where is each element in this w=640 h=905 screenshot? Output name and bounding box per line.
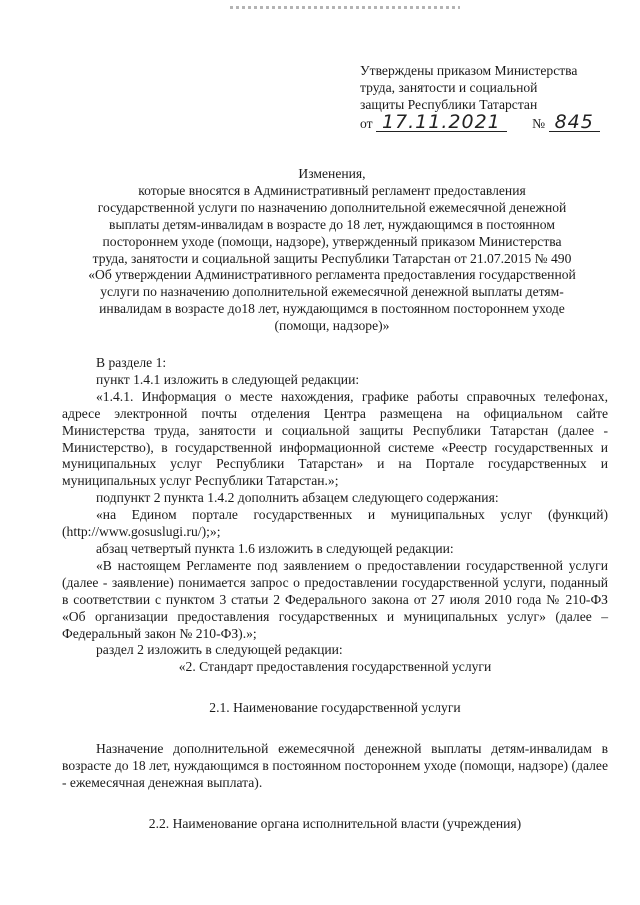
- title-line: государственной услуги по назначению дополнительной ежемесячной денежной: [97, 199, 567, 215]
- title-line: постороннем уходе (помощи, надзоре), утвержденный приказом Министерства: [102, 233, 562, 249]
- subsection-2-1-title: 2.1. Наименование государственной услуги: [209, 700, 461, 716]
- section-2-title: «2. Стандарт предоставления государственной услуги: [178, 659, 492, 675]
- approval-line-2: труда, занятости и социальной: [360, 80, 538, 95]
- paragraph: «В настоящем Регламенте под заявлением о предоставлении государственной услуги (далее - заявление) понимается запрос о предоставлении государственной услуги, поданный в соответствии с пунктом 3 статьи 2 Федерального закона от 27 июля 2010 года № 210-ФЗ «Об организации предоставления государственных и муниципальных услуг» (далее – Федеральный закон № 210-ФЗ).»;: [62, 557, 608, 641]
- subsection-2-1-text: Назначение дополнительной ежемесячной денежной выплаты детям-инвалидам в возрасте до 18 лет, нуждающимся в постоянном постороннем уходе (помощи, надзоре) (далее - ежемесячная денежная выплата).: [62, 741, 608, 790]
- title-line: труда, занятости и социальной защиты Республики Татарстан от 21.07.2015 № 490: [92, 250, 572, 266]
- section-intro: В разделе 1:: [96, 355, 167, 370]
- scan-artifact: [230, 6, 460, 9]
- paragraph: раздел 2 изложить в следующей редакции:: [96, 642, 343, 658]
- paragraph: абзац четвертый пункта 1.6 изложить в следующей редакции:: [96, 540, 454, 556]
- approval-line-3: защиты Республики Татарстан: [360, 97, 538, 112]
- title-line: выплаты детям-инвалидам в возрасте до 18 лет, нуждающимся в постоянном: [109, 216, 555, 232]
- subsection-2-2-title: 2.2. Наименование органа исполнительной власти (учреждения): [148, 815, 522, 831]
- title-line: «Об утверждении Административного регламента предоставления государственной: [88, 267, 576, 283]
- paragraph: «1.4.1. Информация о месте нахождения, графике работы справочных телефонах, адресе электронной почты отделения Центра размещена на официальном сайте Министерства труда, занятости и социальной защиты Республики Татарстан (далее - Министерство), в государственной информационной системе «Реестр государственных и муниципальных услуг Республики Татарстан» и на Портале государственных и муниципальных услуг Республики Татарстан.»;: [62, 388, 608, 489]
- title-line: услуги по назначению дополнительной ежемесячной денежной выплаты детям-: [100, 284, 564, 300]
- paragraph: «на Едином портале государственных и муниципальных услуг (функций) (http://www.gosuslugi.ru/);»;: [62, 507, 608, 540]
- approval-stamp: [360, 62, 620, 132]
- title-heading: Изменения,: [298, 166, 366, 181]
- approval-date-line: [360, 113, 620, 132]
- approval-line-1: Утверждены приказом Министерства: [360, 63, 578, 78]
- paragraph: пункт 1.4.1 изложить в следующей редакции:: [96, 371, 360, 387]
- document-body: [62, 355, 608, 833]
- from-label: от: [360, 116, 373, 131]
- title-line: инвалидам в возрасте до18 лет, нуждающимся в постоянном постороннем уходе: [99, 301, 565, 317]
- document-title: [62, 166, 602, 335]
- title-line: которые вносятся в Административный регламент предоставления: [138, 182, 526, 198]
- approval-date: 17.11.2021: [376, 113, 507, 132]
- title-line: (помощи, надзоре)»: [274, 318, 390, 334]
- approval-number: 845: [549, 113, 600, 132]
- paragraph: подпункт 2 пункта 1.4.2 дополнить абзацем следующего содержания:: [96, 490, 499, 506]
- number-label: №: [532, 116, 546, 131]
